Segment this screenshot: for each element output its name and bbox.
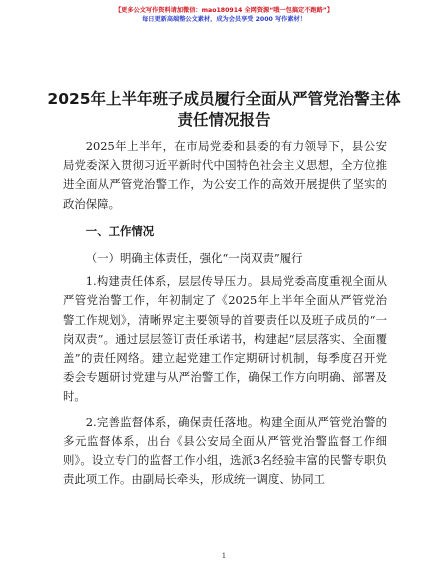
subsection-heading-responsibility: （一）明确主体责任，强化“一岗双责”履行 bbox=[85, 251, 303, 266]
promo-banner bbox=[0, 6, 448, 24]
page-number: 1 bbox=[221, 552, 227, 560]
document-title: 2025年上半年班子成员履行全面从严管党治警主体责任情况报告 bbox=[47, 90, 401, 129]
item-responsibility-system: 1.构建责任体系，层层传导压力。县局党委高度重视全面从严管党治警工作，年初制定了《2025年上半年全面从严管党治警工作规划》，清晰界定主要领导的首要责任以及班子成员的“一岗双责”。通过层层签订责任承诺书，构建起“层层落实、全面覆盖”的责任网络。建立起党建工作定期研讨机制，每季度召开党委会专题研讨党建与从严治警工作，确保工作方向明确、部署及时。 bbox=[63, 274, 387, 404]
section-heading-work-status: 一、工作情况 bbox=[85, 223, 155, 238]
intro-paragraph: 2025年上半年，在市局党委和县委的有力领导下，县公安局党委深入贯彻习近平新时代中国特色社会主义思想，全方位推进全面从严管党治警工作，为公安工作的高效开展提供了坚实的政治保障。 bbox=[63, 139, 387, 211]
promo-banner-line-2: 每日更新高端整公文素材，成为会员享受 2000 写作素材！ bbox=[142, 16, 306, 23]
document-body bbox=[63, 137, 387, 489]
item-supervision-system: 2.完善监督体系，确保责任落地。构建全面从严管党治警的多元监督体系，出台《县公安局全面从严管党治警监督工作细则》。设立专门的监督工作小组，选派3名经验丰富的民警专职负责此项工作。由副局长牵头，形成统一调度、协同工 bbox=[63, 414, 387, 487]
promo-banner-line-1: 【更多公文写作资料请加微信：mao180914 全网资源“哦一包搞定不跑路”】 bbox=[114, 7, 334, 14]
